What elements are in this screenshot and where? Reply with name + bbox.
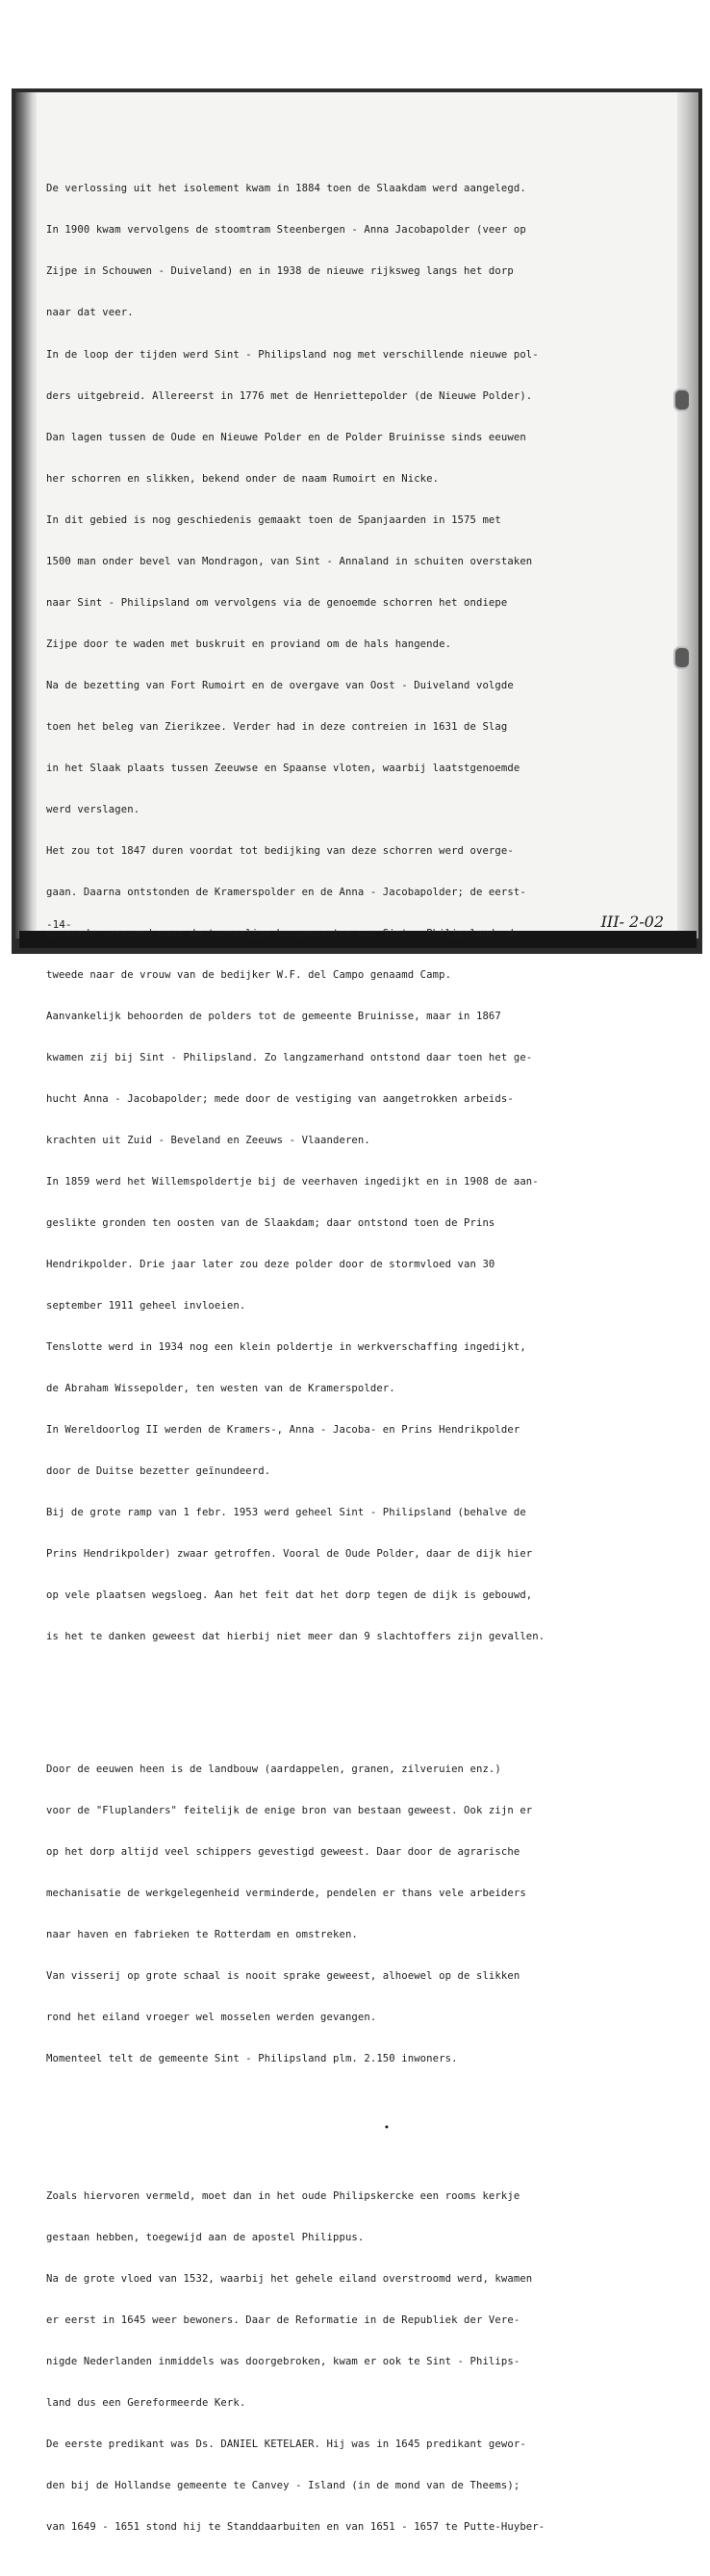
- text-line: In 1900 kwam vervolgens de stoomtram Steenbergen - Anna Jacobapolder (veer op: [46, 224, 526, 237]
- page-footer: [46, 913, 672, 934]
- text-line: Na de bezetting van Fort Rumoirt en de overgave van Oost - Duiveland volgde: [46, 679, 514, 691]
- text-line: gestaan hebben, toegewijd aan de apostel Philippus.: [46, 2232, 365, 2244]
- text-line: 1500 man onder bevel van Mondragon, van Sint - Annaland in schuiten overstaken: [46, 555, 533, 567]
- text-line: nigde Nederlanden inmiddels was doorgebroken, kwam er ook te Sint - Philips-: [46, 2356, 520, 2368]
- document-text: [46, 127, 670, 2576]
- handwritten-archive-code: III- 2-02: [600, 913, 664, 931]
- text-line: gaan. Daarna ontstonden de Kramerspolder en de Anna - Jacobapolder; de eerst-: [46, 886, 526, 898]
- text-line: is het te danken geweest dat hierbij niet meer dan 9 slachtoffers zijn gevallen.: [46, 1631, 545, 1643]
- text-line: Van visserij op grote schaal is nooit sprake geweest, alhoewel op de slikken: [46, 1969, 520, 1982]
- text-line: De verlossing uit het isolement kwam in 1884 toen de Slaakdam werd aangelegd.: [46, 183, 526, 195]
- text-line: ders uitgebreid. Allereerst in 1776 met de Henriettepolder (de Nieuwe Polder).: [46, 389, 533, 402]
- text-line: geslikte gronden ten oosten van de Slaakdam; daar ontstond toen de Prins: [46, 1217, 495, 1230]
- paragraph-block-2: [46, 1735, 670, 2093]
- text-line: naar haven en fabrieken te Rotterdam en omstreken.: [46, 1928, 358, 1940]
- text-line: genoemde vernoemd naar de toenmalige burgemeester van Sint - Philipsland, de: [46, 927, 520, 939]
- text-line: Hendrikpolder. Drie jaar later zou deze polder door de stormvloed van 30: [46, 1259, 495, 1271]
- text-line: rond het eiland vroeger wel mosselen werden gevangen.: [46, 2011, 377, 2023]
- text-line: Door de eeuwen heen is de landbouw (aardappelen, granen, zilveruien enz.): [46, 1763, 501, 1775]
- text-line: Dan lagen tussen de Oude en Nieuwe Polder en de Polder Bruinisse sinds eeuwen: [46, 431, 526, 443]
- text-line: kwamen zij bij Sint - Philipsland. Zo langzamerhand ontstond daar toen het ge-: [46, 1052, 533, 1064]
- text-line: Prins Hendrikpolder) zwaar getroffen. Vooral de Oude Polder, daar de dijk hier: [46, 1548, 533, 1561]
- text-line: De eerste predikant was Ds. DANIEL KETELAER. Hij was in 1645 predikant gewor-: [46, 2438, 526, 2451]
- text-line: den bij de Hollandse gemeente te Canvey - Island (in de mond van de Theems);: [46, 2480, 520, 2492]
- paragraph-block-3: [46, 2163, 670, 2563]
- text-line: de Abraham Wissepolder, ten westen van de Kramerspolder.: [46, 1383, 395, 1395]
- text-line: Zijpe door te waden met buskruit en proviand om de hals hangende.: [46, 638, 452, 650]
- text-line: in het Slaak plaats tussen Zeeuwse en Spaanse vloten, waarbij laatstgenoemde: [46, 762, 520, 774]
- binder-ring: [673, 646, 691, 669]
- text-line: op vele plaatsen wegsloeg. Aan het feit dat het dorp tegen de dijk is gebouwd,: [46, 1589, 533, 1602]
- text-line: Zoals hiervoren vermeld, moet dan in het oude Philipskercke een rooms kerkje: [46, 2190, 520, 2203]
- text-line: Momenteel telt de gemeente Sint - Philipsland plm. 2.150 inwoners.: [46, 2052, 458, 2064]
- text-line: van 1649 - 1651 stond hij te Standdaarbuiten en van 1651 - 1657 te Putte-Huyber-: [46, 2521, 545, 2534]
- text-line: In de loop der tijden werd Sint - Philipsland nog met verschillende nieuwe pol-: [46, 348, 539, 361]
- text-line: naar dat veer.: [46, 307, 134, 319]
- text-line: In Wereldoorlog II werden de Kramers-, Anna - Jacoba- en Prins Hendrikpolder: [46, 1424, 520, 1437]
- section-separator: •: [383, 2121, 391, 2134]
- text-line: Aanvankelijk behoorden de polders tot de gemeente Bruinisse, maar in 1867: [46, 1011, 501, 1022]
- text-line: land dus een Gereformeerde Kerk.: [46, 2397, 246, 2410]
- text-line: In 1859 werd het Willemspoldertje bij de veerhaven ingedijkt en in 1908 de aan-: [46, 1176, 539, 1188]
- paragraph-gap: [46, 1699, 670, 1707]
- text-line: Het zou tot 1847 duren voordat tot bedijking van deze schorren werd overge-: [46, 844, 514, 857]
- text-line: werd verslagen.: [46, 803, 140, 815]
- text-line: toen het beleg van Zierikzee. Verder had in deze contreien in 1631 de Slag: [46, 720, 508, 733]
- text-line: Zijpe in Schouwen - Duiveland) en in 1938 de nieuwe rijksweg langs het dorp: [46, 265, 514, 278]
- text-line: naar Sint - Philipsland om vervolgens via de genoemde schorren het ondiepe: [46, 596, 508, 609]
- text-line: krachten uit Zuid - Beveland en Zeeuws - Vlaanderen.: [46, 1135, 370, 1147]
- page-edge: [677, 92, 698, 938]
- text-line: hucht Anna - Jacobapolder; mede door de vestiging van aangetrokken arbeids-: [46, 1093, 514, 1106]
- text-line: op het dorp altijd veel schippers gevestigd geweest. Daar door de agrarische: [46, 1845, 520, 1858]
- paragraph-block-1: [46, 155, 670, 1672]
- text-line: september 1911 geheel invloeien.: [46, 1300, 246, 1313]
- text-line: voor de "Fluplanders" feitelijk de enige bron van bestaan geweest. Ook zijn er: [46, 1804, 533, 1816]
- text-line: mechanisatie de werkgelegenheid verminderde, pendelen er thans vele arbeiders: [46, 1887, 526, 1899]
- text-line: In dit gebied is nog geschiedenis gemaakt toen de Spanjaarden in 1575 met: [46, 513, 501, 526]
- text-line: er eerst in 1645 weer bewoners. Daar de Reformatie in de Republiek der Vere-: [46, 2314, 520, 2327]
- text-line: door de Duitse bezetter geïnundeerd.: [46, 1465, 271, 1478]
- page-number: -14-: [46, 918, 72, 931]
- text-line: tweede naar de vrouw van de bedijker W.F. del Campo genaamd Camp.: [46, 968, 452, 981]
- text-line: Tenslotte werd in 1934 nog een klein poldertje in werkverschaffing ingedijkt,: [46, 1341, 526, 1354]
- binder-ring: [673, 388, 691, 412]
- text-line: her schorren en slikken, bekend onder de naam Rumoirt en Nicke.: [46, 472, 440, 485]
- text-line: Bij de grote ramp van 1 febr. 1953 werd geheel Sint - Philipsland (behalve de: [46, 1507, 526, 1519]
- book-binding: [15, 92, 38, 938]
- text-line: Na de grote vloed van 1532, waarbij het gehele eiland overstroomd werd, kwamen: [46, 2273, 533, 2286]
